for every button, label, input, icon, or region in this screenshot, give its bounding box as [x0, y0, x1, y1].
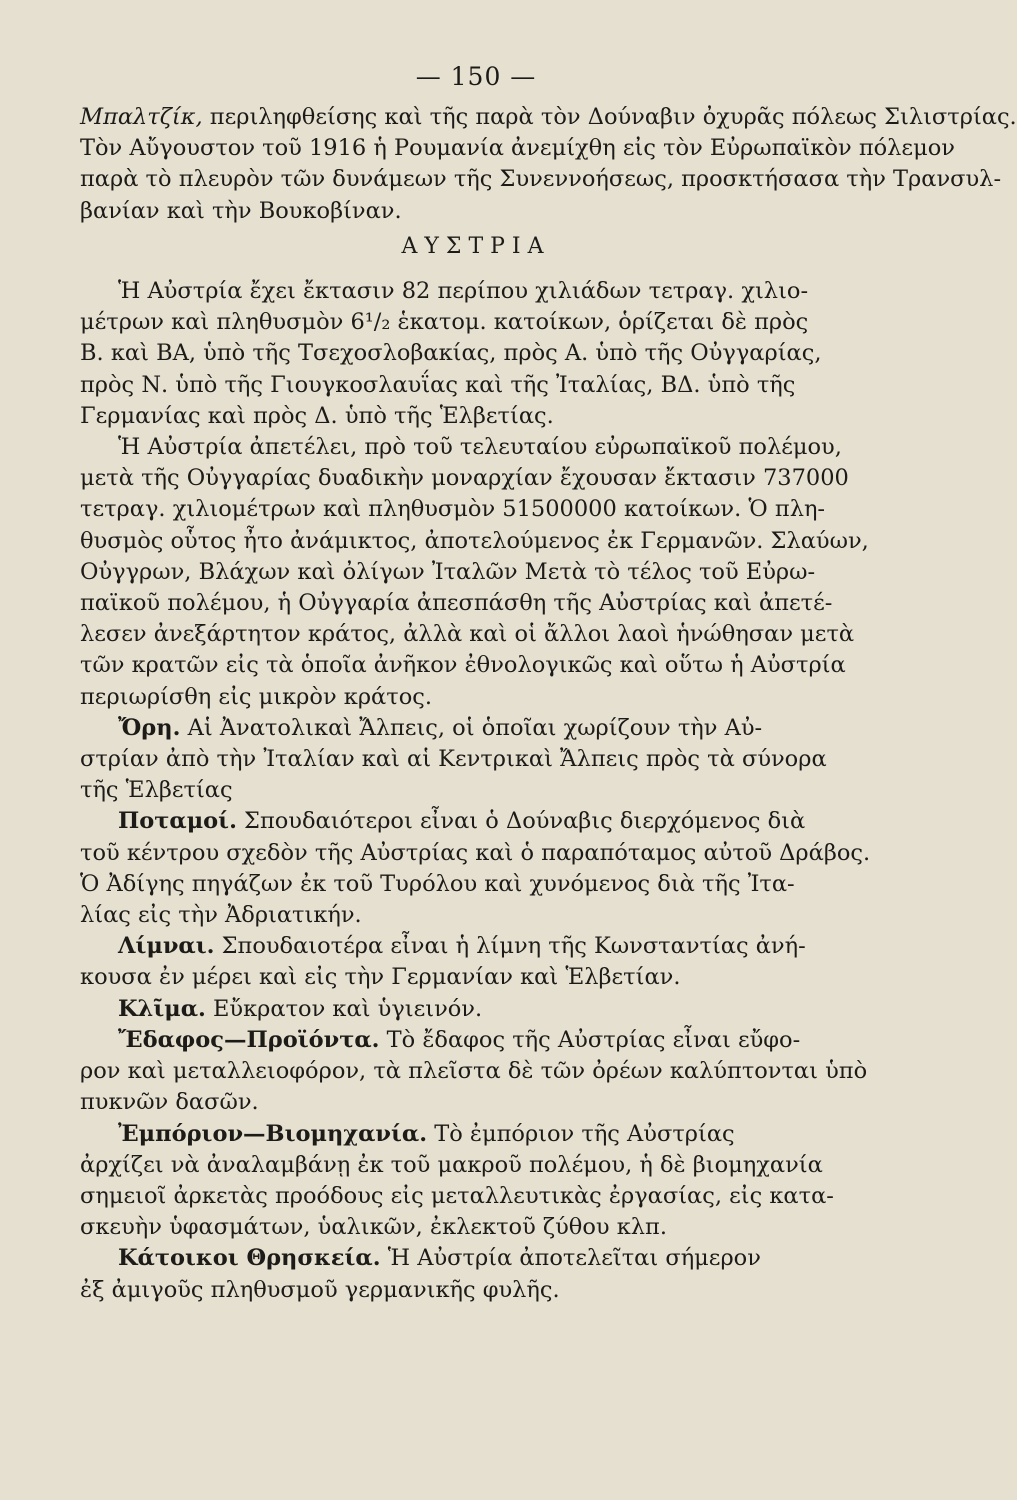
- paragraph-line: πυκνῶν δασῶν.: [80, 1089, 259, 1116]
- paragraph-line: [80, 713, 872, 744]
- inhabitants-paragraph: [80, 1243, 872, 1305]
- paragraph-line: πρὸς Ν. ὑπὸ τῆς Γιουγκοσλαυΐας καὶ τῆς Ἰταλίας, ΒΔ. ὑπὸ τῆς: [80, 371, 796, 398]
- mountains-lead: Ὄρη.: [118, 714, 181, 741]
- intro-line: [80, 102, 1017, 133]
- paragraph-line: τοῦ κέντρου σχεδὸν τῆς Αὐστρίας καὶ ὁ παραπόταμος αὐτοῦ Δράβος.: [80, 839, 871, 866]
- paragraph-line: λεσεν ἀνεξάρτητον κράτος, ἀλλὰ καὶ οἱ ἄλλοι λαοὶ ἡνώθησαν μετὰ: [80, 621, 855, 648]
- paragraph-line-text: Αἱ Ἀνατολικαὶ Ἄλπεις, οἱ ὁποῖαι χωρίζουν τὴν Αὐ-: [180, 714, 763, 741]
- paragraph-line-text: Σπουδαιότεροι εἶναι ὁ Δούναβις διερχόμενος διὰ: [236, 808, 806, 835]
- intro-line-text: Τὸν Αὔγουστον τοῦ 1916 ἡ Ρουμανία ἀνεμίχθη εἰς τὸν Εὐρωπαϊκὸν πόλεμον: [80, 135, 955, 162]
- commerce-paragraph: [80, 1119, 872, 1244]
- intro-line: [80, 196, 872, 227]
- soil-paragraph: [80, 1025, 872, 1119]
- paragraph-line: [80, 931, 872, 962]
- intro-lead-word: Μπαλτζίκ,: [80, 104, 203, 130]
- paragraph-line-text: Τὸ ἔδαφος τῆς Αὐστρίας εἶναι εὔφο-: [379, 1026, 801, 1053]
- paragraph-line: μετὰ τῆς Οὐγγαρίας δυαδικὴν μοναρχίαν ἔχουσαν ἔκτασιν 737000: [80, 465, 849, 492]
- rivers-lead: Ποταμοί.: [118, 808, 237, 835]
- text-body: [80, 102, 1017, 1306]
- paragraph-line: [80, 806, 872, 837]
- paragraph-line: [80, 1025, 872, 1056]
- intro-line-text: βανίαν καὶ τὴν Βουκοβίναν.: [80, 197, 402, 224]
- intro-line: [80, 164, 1002, 195]
- area-paragraph: [80, 276, 872, 432]
- paragraph-line: ρον καὶ μεταλλειοφόρον, τὰ πλεῖστα δὲ τῶν ὀρέων καλύπτονται ὑπὸ: [80, 1058, 868, 1085]
- intro-paragraph: [80, 102, 1017, 227]
- history-paragraph: [80, 432, 872, 713]
- paragraph-line: Ὁ Ἀδίγης πηγάζων ἐκ τοῦ Τυρόλου καὶ χυνόμενος διὰ τῆς Ἰτα-: [80, 870, 795, 897]
- paragraph-line: Οὐγγρων, Βλάχων καὶ ὀλίγων Ἰταλῶν Μετὰ τὸ τέλος τοῦ Εὐρω-: [80, 558, 816, 585]
- paragraph-line: Β. καὶ ΒΑ, ὑπὸ τῆς Τσεχοσλοβακίας, πρὸς Α. ὑπὸ τῆς Οὐγγαρίας,: [80, 340, 822, 367]
- paragraph-line-text: Τὸ ἐμπόριον τῆς Αὐστρίας: [427, 1120, 735, 1147]
- paragraph-line: τῆς Ἑλβετίας: [80, 777, 233, 804]
- page-number: — 150 —: [415, 62, 537, 91]
- paragraph-line-text: Εὔκρατον καὶ ὑγιεινόν.: [205, 995, 483, 1022]
- climate-lead: Κλῖμα.: [118, 995, 206, 1022]
- paragraph-line: παϊκοῦ πολέμου, ἡ Οὐγγαρία ἀπεσπάσθη τῆς Αὐστρίας καὶ ἀπετέ-: [80, 590, 833, 617]
- mountains-paragraph: [80, 713, 872, 807]
- paragraph-line: [80, 1119, 872, 1150]
- paragraph-line: Ἡ Αὐστρία ἔχει ἔκτασιν 82 περίπου χιλιάδων τετραγ. χιλιο-: [118, 278, 809, 305]
- lakes-paragraph: [80, 931, 872, 993]
- lakes-lead: Λίμναι.: [118, 933, 215, 960]
- paragraph-line: μέτρων καὶ πληθυσμὸν 6¹/₂ ἑκατομ. κατοίκων, ὁρίζεται δὲ πρὸς: [80, 309, 809, 336]
- paragraph-line: Ἡ Αὐστρία ἀπετέλει, πρὸ τοῦ τελευταίου εὐρωπαϊκοῦ πολέμου,: [118, 434, 842, 461]
- intro-line-text: περιληφθείσης καὶ τῆς παρὰ τὸν Δούναβιν ὀχυρᾶς πόλεως Σιλιστρίας.: [202, 104, 1017, 130]
- paragraph-line: περιωρίσθη εἰς μικρὸν κράτος.: [80, 683, 433, 710]
- intro-line-text: παρὰ τὸ πλευρὸν τῶν δυνάμεων τῆς Συνεννοήσεως, προσκτήσασα τὴν Τρανσυλ-: [80, 166, 1002, 193]
- climate-paragraph: [80, 994, 872, 1025]
- paragraph-line: τετραγ. χιλιομέτρων καὶ πληθυσμὸν 51500000 κατοίκων. Ὁ πλη-: [80, 496, 826, 523]
- paragraph-line: θυσμὸς οὗτος ἦτο ἀνάμικτος, ἀποτελούμενος ἐκ Γερμανῶν. Σλαύων,: [80, 527, 869, 554]
- paragraph-line: [80, 1243, 872, 1274]
- paragraph-line: σημειοῖ ἀρκετὰς προόδους εἰς μεταλλευτικὰς ἐργασίας, εἰς κατα-: [80, 1182, 834, 1209]
- paragraph-line: Γερμανίας καὶ πρὸς Δ. ὑπὸ τῆς Ἑλβετίας.: [80, 402, 554, 429]
- paragraph-line: σκευὴν ὑφασμάτων, ὑαλικῶν, ἐκλεκτοῦ ζύθου κλπ.: [80, 1214, 667, 1241]
- paragraph-line: ἀρχίζει νὰ ἀναλαμβάνῃ ἐκ τοῦ μακροῦ πολέμου, ἡ δὲ βιομηχανία: [80, 1151, 823, 1178]
- intro-line: [80, 133, 955, 164]
- inhabitants-lead: Κάτοικοι Θρησκεία.: [118, 1245, 381, 1272]
- paragraph-line: [80, 994, 872, 1025]
- paragraph-line: κουσα ἐν μέρει καὶ εἰς τὴν Γερμανίαν καὶ Ἑλβετίαν.: [80, 964, 681, 991]
- paragraph-line-text: Ἡ Αὐστρία ἀποτελεῖται σήμερον: [380, 1245, 761, 1272]
- section-heading: ΑΥΣΤΡΙΑ: [401, 233, 551, 259]
- rivers-paragraph: [80, 806, 872, 931]
- paragraph-line: στρίαν ἀπὸ τὴν Ἰταλίαν καὶ αἱ Κεντρικαὶ Ἄλπεις πρὸς τὰ σύνορα: [80, 746, 827, 773]
- commerce-lead: Ἐμπόριον—Βιομηχανία.: [118, 1120, 428, 1147]
- paragraph-line-text: Σπουδαιοτέρα εἶναι ἡ λίμνη τῆς Κωνσταντίας ἀνή-: [214, 933, 806, 960]
- paragraph-line: τῶν κρατῶν εἰς τὰ ὁποῖα ἀνῆκον ἐθνολογικῶς καὶ οὕτω ἡ Αὐστρία: [80, 652, 846, 679]
- paragraph-line: ἐξ ἀμιγοῦς πληθυσμοῦ γερμανικῆς φυλῆς.: [80, 1276, 560, 1303]
- soil-lead: Ἔδαφος—Προϊόντα.: [118, 1026, 380, 1053]
- paragraph-line: λίας εἰς τὴν Ἀδριατικήν.: [80, 902, 362, 929]
